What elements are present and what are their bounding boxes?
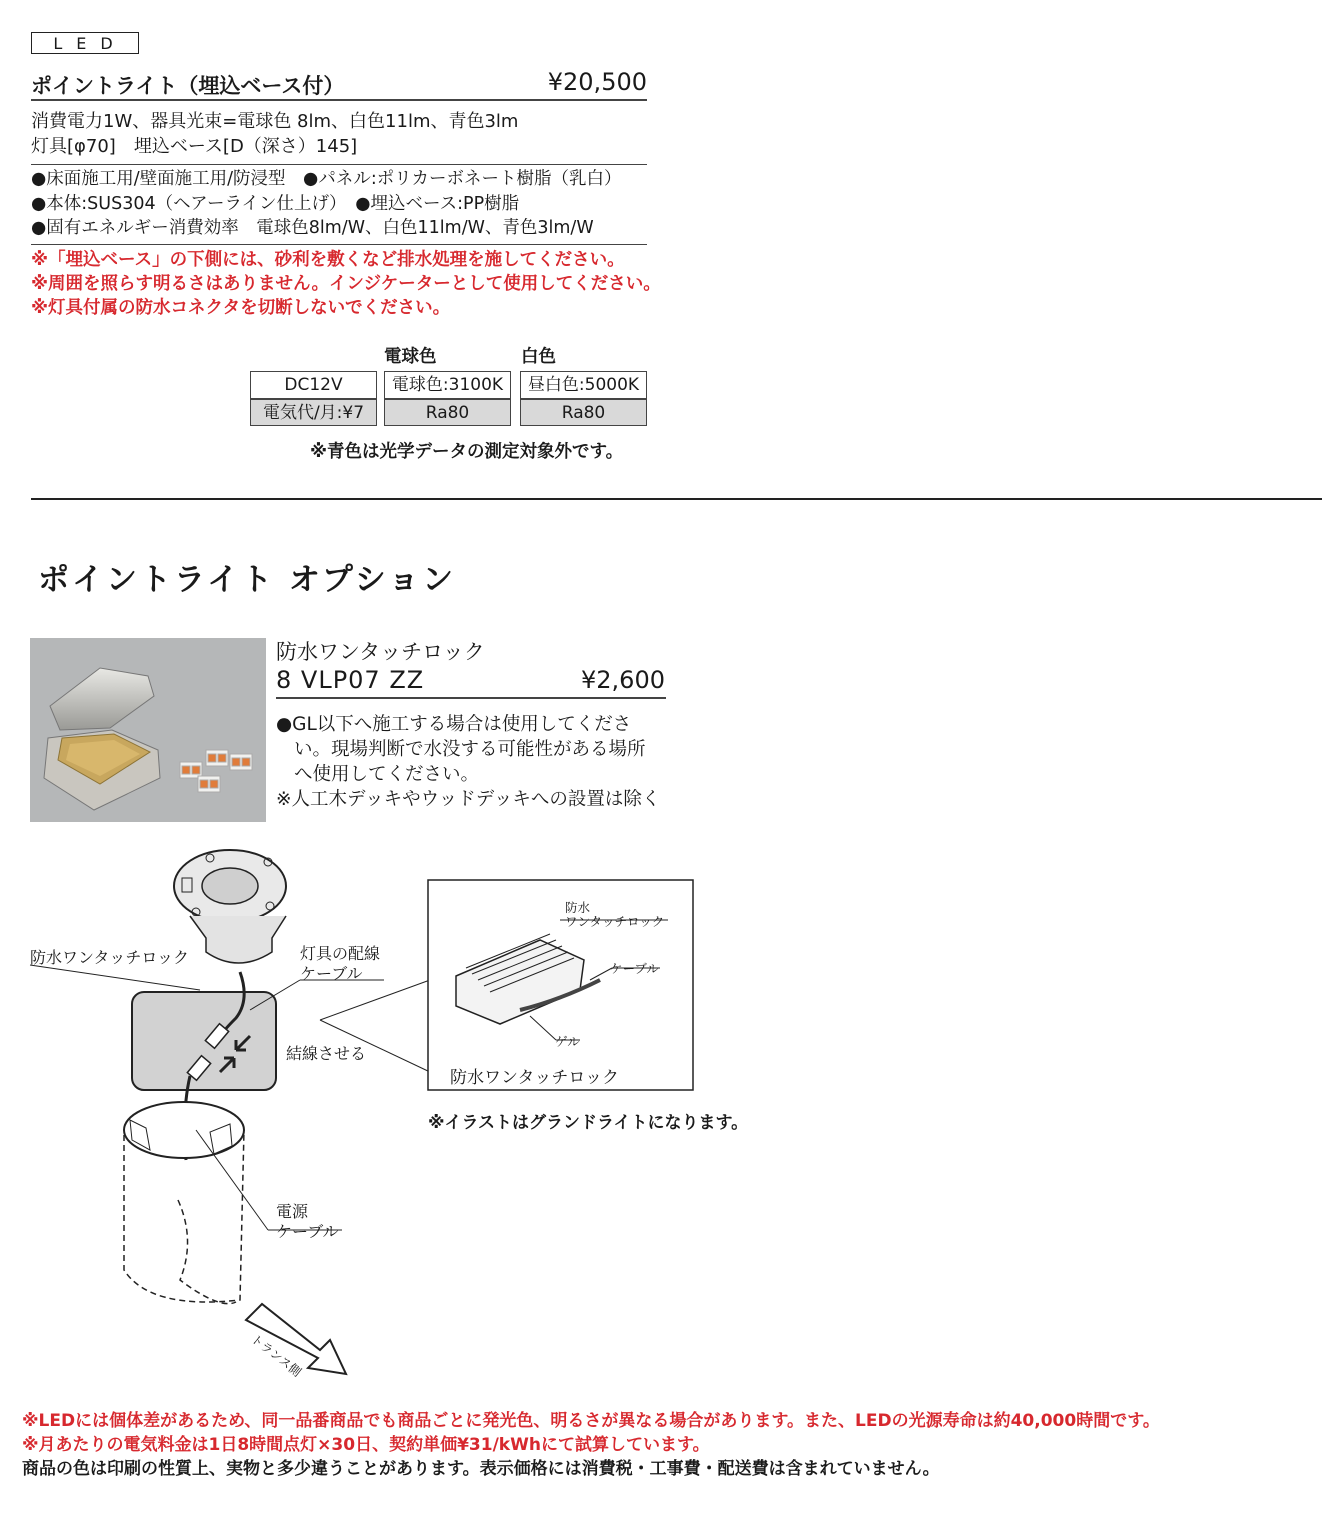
illustration-note: ※イラストはグランドライトになります。 [428,1113,749,1133]
option-note-2: い。現場判断で水没する可能性がある場所 [294,739,646,760]
diagram-label-connect: 結線させる [286,1044,367,1063]
detail-label-lock-2: ワンタッチロック [565,914,665,929]
led-badge: LED [31,32,139,54]
electric-cost-cell: 電気代/月:¥7 [250,399,377,426]
spec-line-1: 消費電力1W、器具光束=電球色 8lm、白色11lm、青色3lm [31,111,519,132]
option-rule [276,697,666,699]
feature-3: ●固有エネルギー消費効率 電球色8lm/W、白色11lm/W、青色3lm/W [31,218,594,238]
option-note-1: ●GL以下へ施工する場合は使用してくださ [276,714,632,735]
footer-note-color: 商品の色は印刷の性質上、実物と多少違うことがあります。表示価格には消費税・工事費・配送費は含まれていません。 [22,1459,940,1479]
diagram-label-trans: トランス側 [248,1331,304,1380]
footer-note-led: ※LEDには個体差があるため、同一品番商品でも商品ごとに発光色、明るさが異なる場合があります。また、LEDの光源寿命は約40,000時間です。 [22,1411,1160,1431]
option-note-4: ※人工木デッキやウッドデッキへの設置は除く [276,789,661,810]
diagram-label-lock: 防水ワンタッチロック [30,948,190,967]
diagram-label-cable-2: ケーブル [300,964,363,983]
option-note-3: へ使用してください。 [294,764,480,785]
warning-1: ※「埋込ベース」の下側には、砂利を敷くなど排水処理を施してください。 [31,250,625,270]
feature-rule [31,244,647,245]
col-head-bulb: 電球色 [384,347,437,367]
diagram-label-power-1: 電源 [276,1202,309,1221]
product-title: ポイントライト（埋込ベース付） [31,74,345,98]
white-temp-cell: 昼白色:5000K [520,371,647,399]
feature-2: ●本体:SUS304（ヘアーライン仕上げ） ●埋込ベース:PP樹脂 [31,194,520,214]
option-name: 防水ワンタッチロック [276,640,485,664]
detail-caption: 防水ワンタッチロック [450,1068,619,1088]
option-section-title: ポイントライト オプション [38,562,457,598]
diagram-label-power-2: ケーブル [276,1222,339,1241]
title-rule [31,99,647,101]
col-head-white: 白色 [521,347,556,367]
product-price: ¥20,500 [547,68,647,96]
lock-product-photo [30,638,266,822]
detail-label-lock-1: 防水 [565,900,591,915]
white-ra-cell: Ra80 [520,399,647,426]
spec-rule [31,164,647,165]
detail-label-cable: ケーブル [610,961,659,976]
feature-1: ●床面施工用/壁面施工用/防浸型 ●パネル:ポリカーボネート樹脂（乳白） [31,169,622,189]
warning-3: ※灯具付属の防水コネクタを切断しないでください。 [31,298,451,318]
section-divider [31,498,1322,500]
spec-line-2: 灯具[φ70] 埋込ベース[D（深さ）145] [31,136,358,157]
warning-2: ※周囲を照らす明るさはありません。インジケーターとして使用してください。 [31,274,661,294]
bulb-temp-cell: 電球色:3100K [384,371,511,399]
diagram-label-cable-1: 灯具の配線 [300,944,381,963]
voltage-cell: DC12V [250,371,377,399]
detail-label-gel: ゲル [555,1034,580,1049]
bulb-ra-cell: Ra80 [384,399,511,426]
option-price: ¥2,600 [581,666,665,694]
footer-note-cost: ※月あたりの電気料金は1日8時間点灯×30日、契約単価¥31/kWhにて試算しています。 [22,1435,710,1455]
option-code: 8 VLP07 ZZ [276,666,425,694]
table-note: ※青色は光学データの測定対象外です。 [310,442,624,462]
